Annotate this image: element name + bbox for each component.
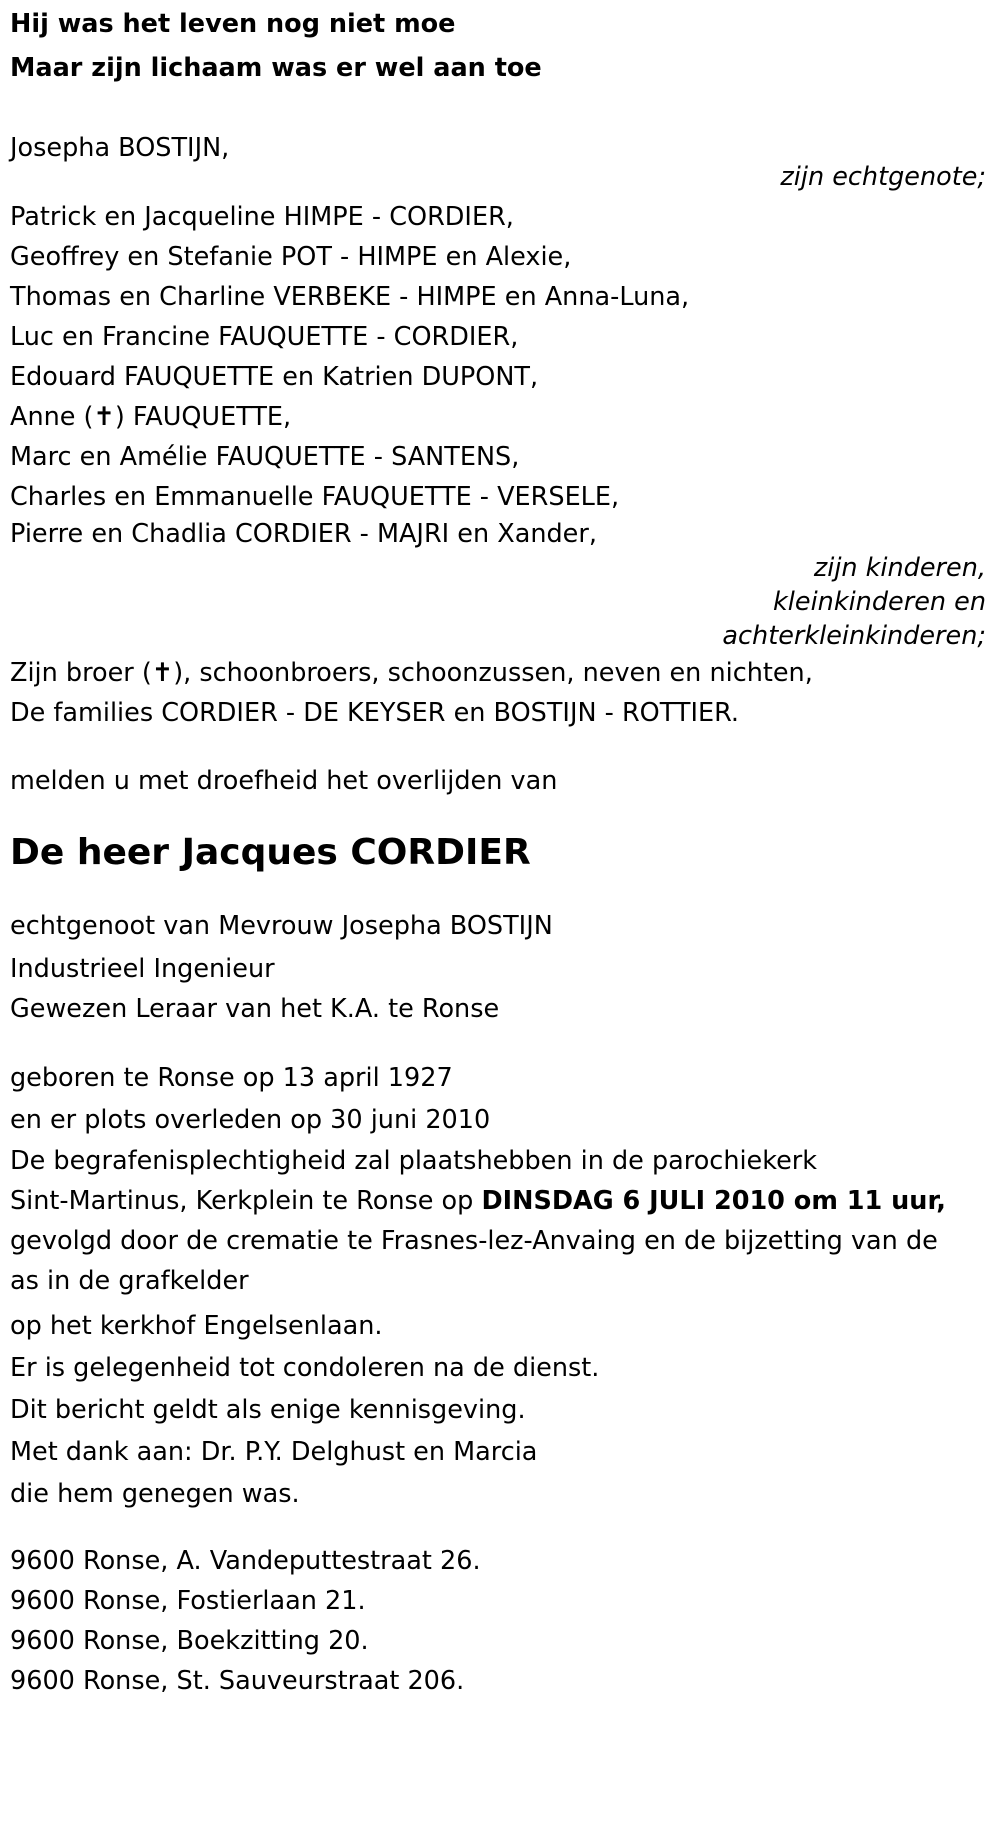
spouse-of-text: echtgenoot van Mevrouw Josepha BOSTIJN <box>10 911 553 941</box>
funeral-line: De begrafenisplechtigheid zal plaatshebben in de parochiekerk <box>10 1146 818 1176</box>
child-line: Edouard FAUQUETTE en Katrien DUPONT, <box>10 362 539 392</box>
motto-line: Hij was het leven nog niet moe <box>10 9 456 39</box>
child-line: Anne (✝) FAUQUETTE, <box>10 402 292 432</box>
relatives-line: Zijn broer (✝), schoonbroers, schoonzussen, neven en nichten, <box>10 658 813 688</box>
funeral-line <box>10 1181 990 1221</box>
funeral-datetime: DINSDAG 6 JULI 2010 om 11 uur, <box>481 1186 946 1216</box>
spouse-of <box>10 903 990 949</box>
child-line: Luc en Francine FAUQUETTE - CORDIER, <box>10 322 519 352</box>
children-list <box>10 197 990 551</box>
address-line: 9600 Ronse, A. Vandeputtestraat 26. <box>10 1546 481 1576</box>
child-line: Charles en Emmanuelle FAUQUETTE - VERSELE, <box>10 482 620 512</box>
announcement <box>10 761 990 801</box>
address-line: 9600 Ronse, Boekzitting 20. <box>10 1626 369 1656</box>
profession-line: Industrieel Ingenieur <box>10 954 275 984</box>
spouse-name: Josepha BOSTIJN, <box>10 133 230 163</box>
spouse-role: zijn echtgenote; <box>780 162 986 192</box>
child-line: Geoffrey en Stefanie POT - HIMPE en Alexie, <box>10 242 572 272</box>
children-role-line: zijn kinderen, <box>813 553 986 583</box>
obituary-notice <box>10 0 990 1701</box>
relatives-line: De families CORDIER - DE KEYSER en BOSTIJN - ROTTIER. <box>10 698 739 728</box>
note-line: Er is gelegenheid tot condoleren na de dienst. <box>10 1353 600 1383</box>
addresses <box>10 1541 990 1701</box>
notes <box>10 1305 990 1515</box>
address-line: 9600 Ronse, St. Sauveurstraat 206. <box>10 1666 465 1696</box>
deceased-title <box>10 823 990 883</box>
address-line: 9600 Ronse, Fostierlaan 21. <box>10 1586 366 1616</box>
died-text: en er plots overleden op 30 juni 2010 <box>10 1105 491 1135</box>
deceased-name: De heer Jacques CORDIER <box>10 832 531 873</box>
children-role-line: achterkleinkinderen; <box>722 621 986 651</box>
born-text: geboren te Ronse op 13 april 1927 <box>10 1063 453 1093</box>
dates <box>10 1057 990 1141</box>
profession <box>10 949 990 1029</box>
note-line: Met dank aan: Dr. P.Y. Delghust en Marcia <box>10 1437 538 1467</box>
funeral-line: gevolgd door de crematie te Frasnes-lez-Anvaing en de bijzetting van de <box>10 1226 938 1256</box>
funeral-line: as in de grafkelder <box>10 1266 249 1296</box>
children-role-line: kleinkinderen en <box>773 587 986 617</box>
funeral-info <box>10 1141 990 1301</box>
child-line: Patrick en Jacqueline HIMPE - CORDIER, <box>10 202 514 232</box>
funeral-location: Sint-Martinus, Kerkplein te Ronse op <box>10 1186 482 1216</box>
child-line: Thomas en Charline VERBEKE - HIMPE en Anna-Luna, <box>10 282 690 312</box>
profession-line: Gewezen Leraar van het K.A. te Ronse <box>10 994 500 1024</box>
announcement-text: melden u met droefheid het overlijden van <box>10 766 558 796</box>
spouse-block <box>10 135 990 193</box>
note-line: op het kerkhof Engelsenlaan. <box>10 1311 383 1341</box>
child-line: Marc en Amélie FAUQUETTE - SANTENS, <box>10 442 520 472</box>
motto <box>10 0 990 93</box>
motto-line: Maar zijn lichaam was er wel aan toe <box>10 53 542 83</box>
note-line: die hem genegen was. <box>10 1479 300 1509</box>
relatives <box>10 653 990 733</box>
child-line: Pierre en Chadlia CORDIER - MAJRI en Xander, <box>10 519 597 549</box>
note-line: Dit bericht geldt als enige kennisgeving. <box>10 1395 526 1425</box>
children-role <box>10 551 990 653</box>
